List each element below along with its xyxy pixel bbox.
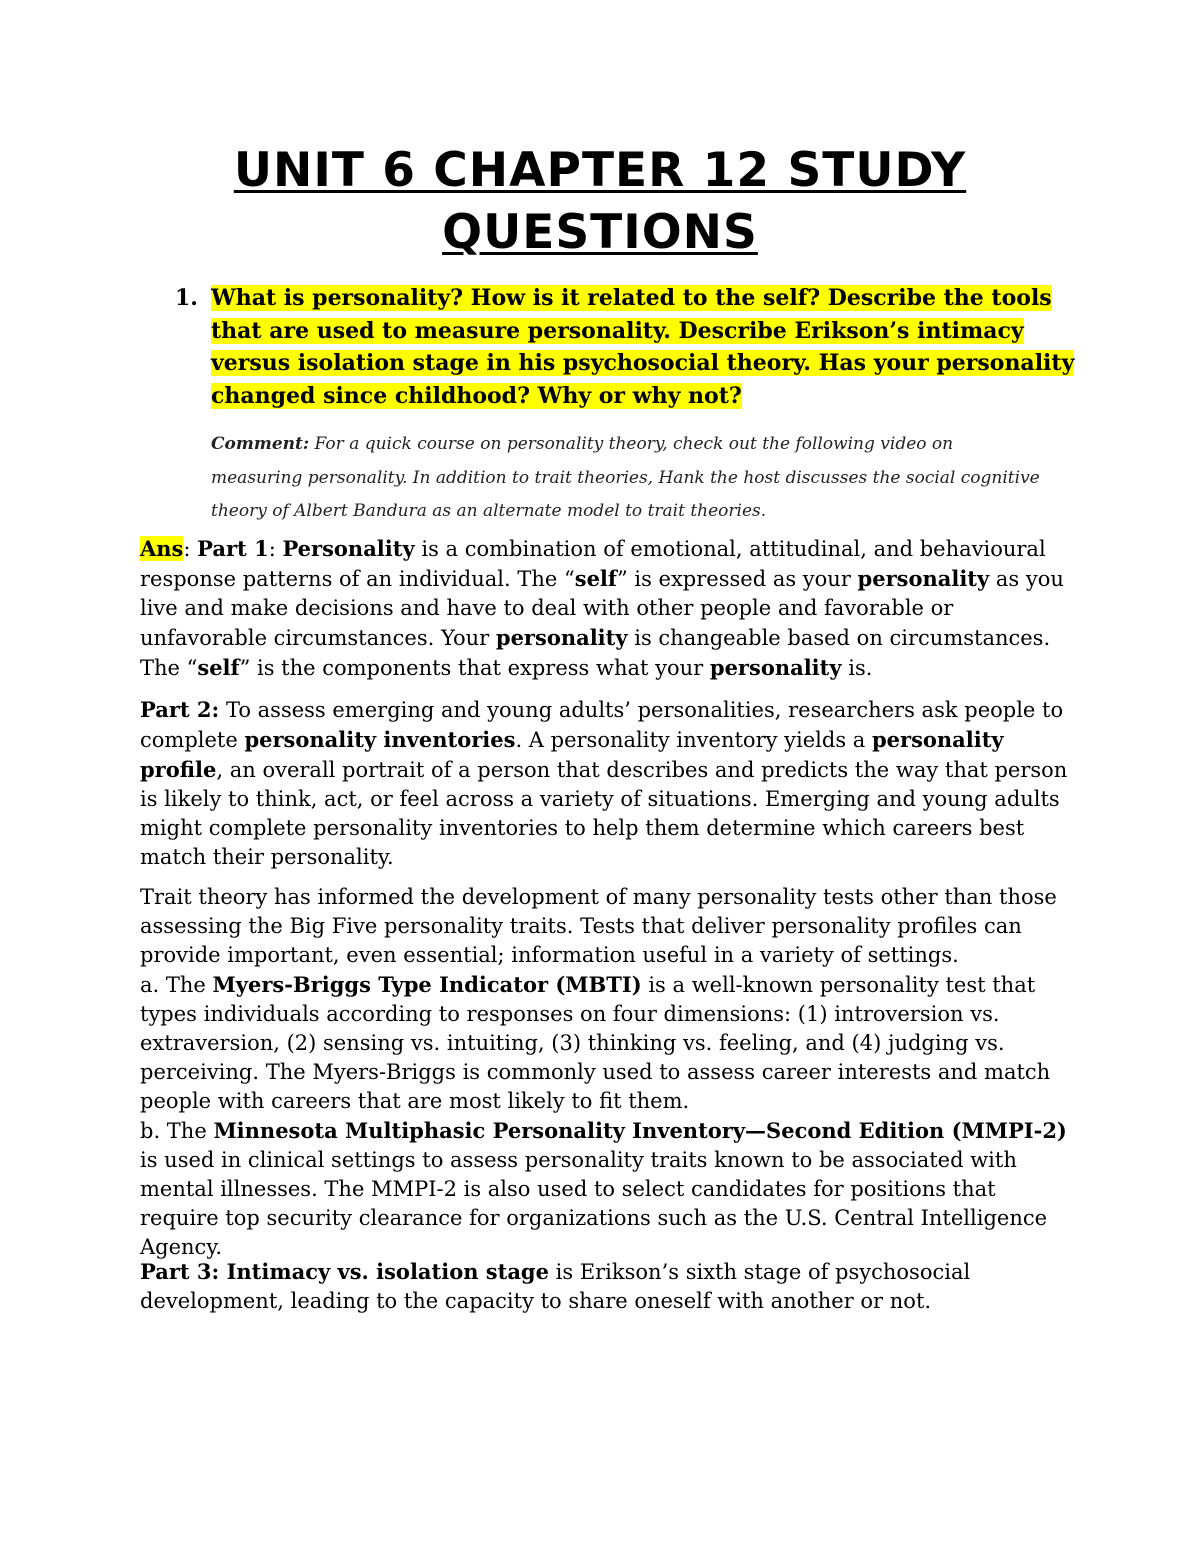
term-mbti: Myers-Briggs Type Indicator (MBTI) bbox=[212, 972, 642, 997]
part-1-label: Part 1 bbox=[197, 536, 269, 561]
term-personality-profile: personality profile bbox=[140, 727, 1004, 782]
item-b-text: is used in clinical settings to assess personality traits known to be associated with mental illnesses. The MMPI-2 is also used to select candidates for positions that require top security clearance for organizations such as the U.S. Central Intelligence Agency. bbox=[140, 1148, 1048, 1259]
question-line-4: changed since childhood? Why or why not? bbox=[211, 382, 742, 409]
question-line-3: versus isolation stage in his psychosocial theory. Has your personality bbox=[211, 350, 1075, 376]
term-personality: personality bbox=[495, 625, 628, 650]
part-1-text-1: is a combination of emotional, attitudinal, and behavioural response patterns of an individual. The “ bbox=[140, 537, 1046, 591]
term-personality-inventories: personality inventories bbox=[244, 727, 516, 752]
part-1-text-6: is. bbox=[841, 656, 873, 680]
trait-theory-paragraph: Trait theory has informed the development of many personality tests other than those assessing the Big Five personality traits. Tests that deliver personality profiles can provide important, even essential; information useful in a variety of settings. bbox=[140, 885, 1057, 967]
answer-part-1 bbox=[140, 534, 1080, 683]
part-1-colon: : bbox=[268, 537, 283, 561]
comment-line-2: measuring personality. In addition to trait theories, Hank the host discusses the social cognitive bbox=[211, 467, 1040, 488]
term-self: self bbox=[574, 566, 617, 591]
comment-block bbox=[211, 428, 1081, 529]
page-title bbox=[0, 140, 1200, 264]
part-2-text-2: . A personality inventory yields a bbox=[515, 728, 872, 752]
part-1-text-5: ” is the components that express what your bbox=[239, 656, 710, 680]
title-line-1: UNIT 6 CHAPTER 12 STUDY bbox=[233, 143, 967, 198]
answer-label: Ans bbox=[140, 536, 184, 561]
trait-theory-section bbox=[140, 883, 1080, 1262]
question-number: 1. bbox=[175, 285, 198, 311]
term-self: self bbox=[197, 655, 240, 680]
answer-part-3 bbox=[140, 1257, 1080, 1316]
term-mmpi: Minnesota Multiphasic Personality Inventory—Second Edition (MMPI-2) bbox=[213, 1118, 1067, 1143]
title-line-2: QUESTIONS bbox=[442, 205, 758, 260]
term-personality: personality bbox=[857, 566, 990, 591]
question-line-1: What is personality? How is it related to the self? Describe the tools bbox=[211, 285, 1052, 311]
term-personality: personality bbox=[709, 655, 842, 680]
item-a-prefix: a. The bbox=[140, 973, 213, 997]
part-3-label: Part 3: bbox=[140, 1259, 220, 1284]
item-b-mmpi bbox=[140, 1116, 1080, 1262]
part-3-text: is Erikson’s sixth stage of psychosocial development, leading to the capacity to share oneself with another or not. bbox=[140, 1260, 971, 1313]
term-intimacy-vs-isolation: Intimacy vs. isolation stage bbox=[219, 1259, 549, 1284]
comment-line-1: For a quick course on personality theory, check out the following video on bbox=[309, 434, 954, 454]
item-b-prefix: b. The bbox=[140, 1119, 214, 1143]
part-2-text-1: To assess emerging and young adults’ personalities, researchers ask people to complete bbox=[140, 698, 1064, 752]
question-text bbox=[211, 282, 1091, 412]
answer-part-2 bbox=[140, 695, 1080, 872]
comment-line-3: theory of Albert Bandura as an alternate model to trait theories. bbox=[211, 501, 767, 521]
question-line-2: that are used to measure personality. Describe Erikson’s intimacy bbox=[211, 317, 1024, 344]
part-1-text-3: as you live and make decisions and have to deal with other people and favorable or unfavorable circumstances. Your bbox=[140, 567, 1064, 650]
comment-label: Comment: bbox=[211, 434, 310, 454]
item-a-mbti bbox=[140, 970, 1080, 1116]
answer-colon: : bbox=[183, 537, 198, 561]
term-personality: Personality bbox=[282, 536, 415, 561]
part-1-text-2: ” is expressed as your bbox=[616, 567, 858, 591]
item-a-text: is a well-known personality test that types individuals according to responses on four dimensions: (1) introversion vs. extraversion, (2) sensing vs. intuiting, (3) thinking vs. feeling, and (4) judging vs. perceiving. The Myers-Briggs is commonly used to assess career interests and match people with careers that are most likely to fit them. bbox=[140, 973, 1051, 1113]
part-2-text-3: , an overall portrait of a person that describes and predicts the way that person is likely to think, act, or feel across a variety of situations. Emerging and young adults might complete personality inventories to help them determine which careers best match their personality. bbox=[140, 758, 1068, 869]
part-1-text-4: is changeable based on circumstances. The “ bbox=[140, 626, 1051, 680]
part-2-label: Part 2: bbox=[140, 697, 220, 722]
